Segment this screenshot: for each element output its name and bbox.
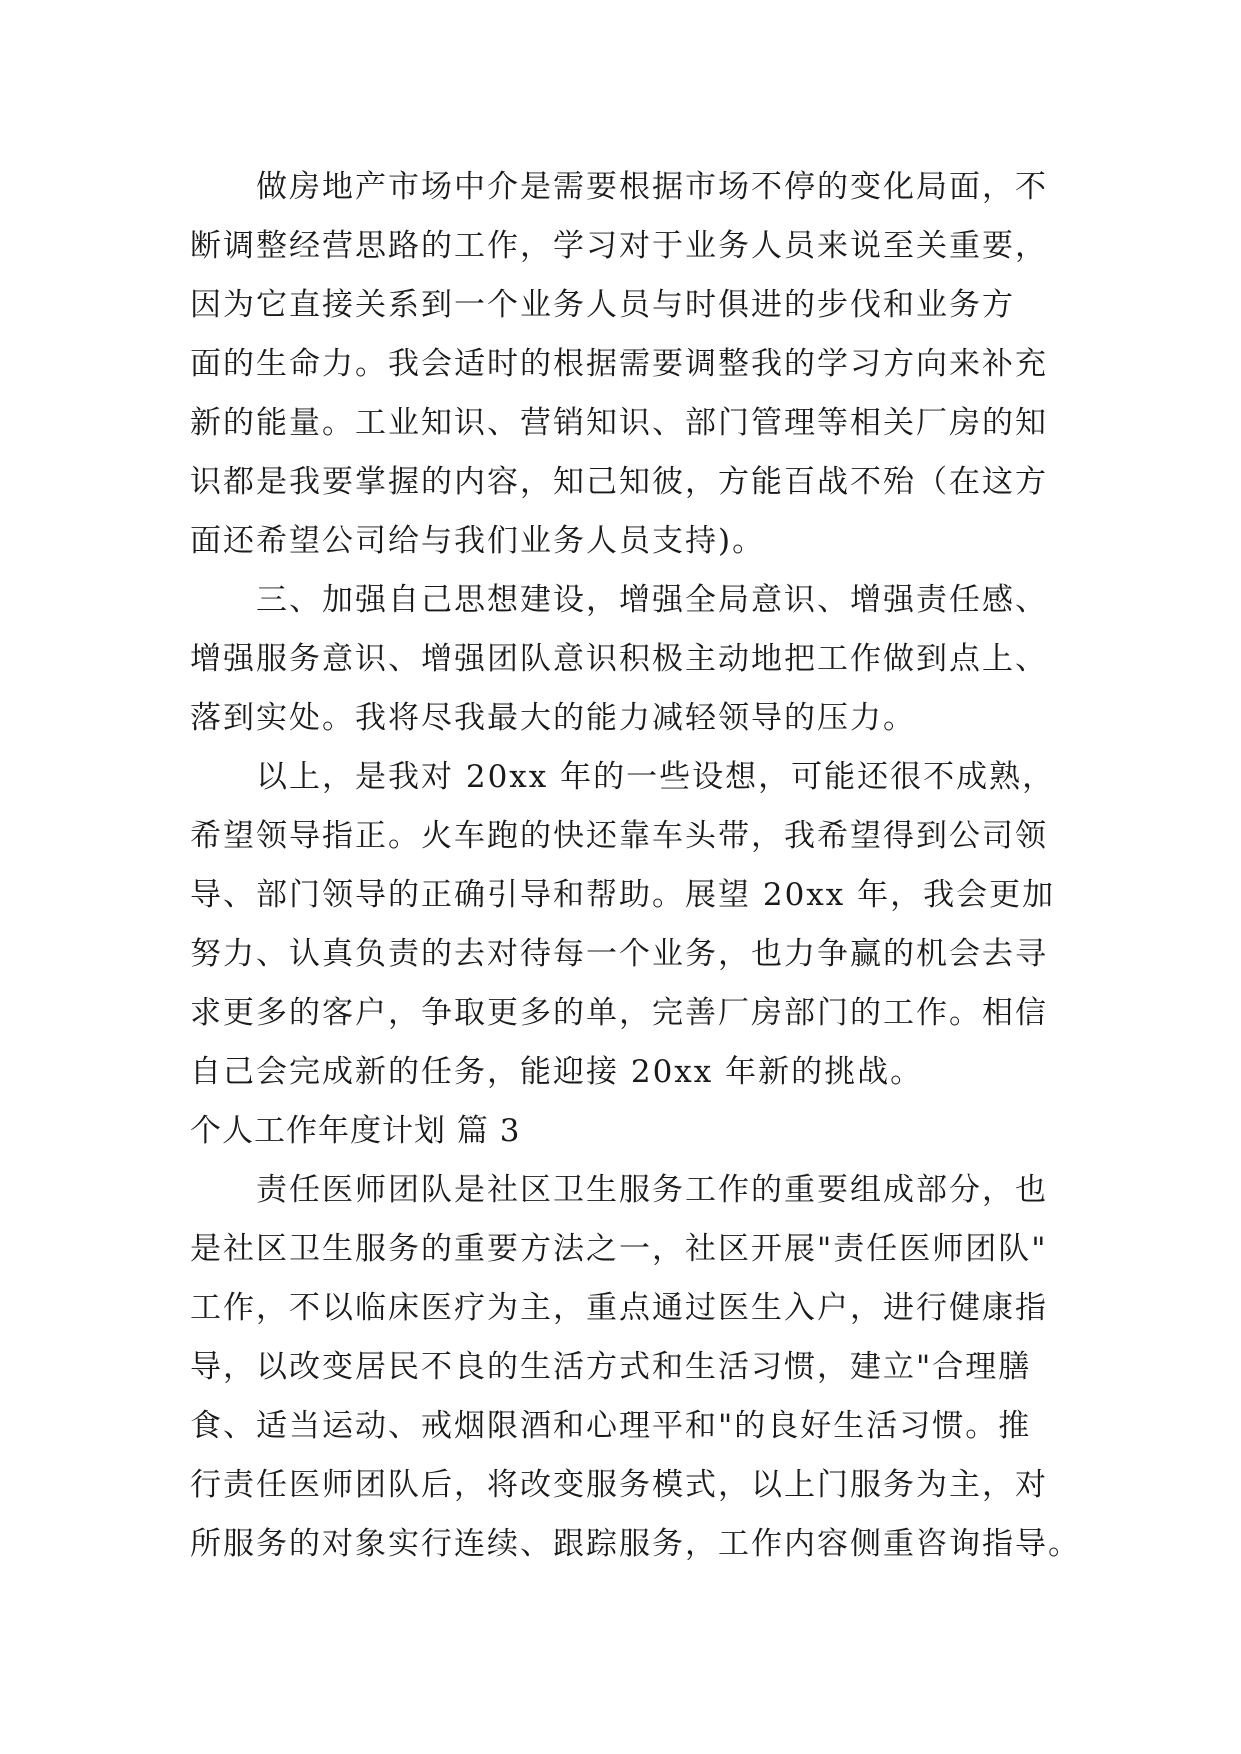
text-line: 导、部门领导的正确引导和帮助。展望 20xx 年，我会更加 xyxy=(190,877,1056,913)
text-line: 行责任医师团队后，将改变服务模式，以上门服务为主，对 xyxy=(190,1467,1048,1503)
text-line: 希望领导指正。火车跑的快还靠车头带，我希望得到公司领 xyxy=(190,818,1048,854)
text-line: 新的能量。工业知识、营销知识、部门管理等相关厂房的知 xyxy=(190,405,1048,441)
text-line: 所服务的对象实行连续、跟踪服务，工作内容侧重咨询指导。 xyxy=(190,1526,1081,1562)
text-line: 面还希望公司给与我们业务人员支持)。 xyxy=(190,523,766,559)
text-line: 断调整经营思路的工作，学习对于业务人员来说至关重要， xyxy=(190,228,1048,264)
text-line: 识都是我要掌握的内容，知己知彼，方能百战不殆（在这方 xyxy=(190,464,1048,500)
text-line: 做房地产市场中介是需要根据市场不停的变化局面，不 xyxy=(190,169,1048,205)
text-line: 导，以改变居民不良的生活方式和生活习惯，建立"合理膳 xyxy=(190,1349,1032,1385)
text-line: 三、加强自己思想建设，增强全局意识、增强责任感、 xyxy=(190,582,1048,618)
section-heading: 个人工作年度计划 篇 3 xyxy=(190,1113,521,1149)
document-body xyxy=(190,158,1081,1574)
text-line: 面的生命力。我会适时的根据需要调整我的学习方向来补充 xyxy=(190,346,1048,382)
text-line: 责任医师团队是社区卫生服务工作的重要组成部分，也 xyxy=(190,1172,1048,1208)
text-line: 以上，是我对 20xx 年的一些设想，可能还很不成熟， xyxy=(190,759,1056,795)
text-line: 努力、认真负责的去对待每一个业务，也力争赢的机会去寻 xyxy=(190,936,1048,972)
text-line: 自己会完成新的任务，能迎接 20xx 年新的挑战。 xyxy=(190,1054,924,1090)
text-line: 工作，不以临床医疗为主，重点通过医生入户，进行健康指 xyxy=(190,1290,1048,1326)
text-line: 增强服务意识、增强团队意识积极主动地把工作做到点上、 xyxy=(190,641,1048,677)
text-line: 求更多的客户，争取更多的单，完善厂房部门的工作。相信 xyxy=(190,995,1048,1031)
text-line: 因为它直接关系到一个业务人员与时俱进的步伐和业务方 xyxy=(190,287,1015,323)
text-line: 是社区卫生服务的重要方法之一，社区开展"责任医师团队" xyxy=(190,1231,1048,1267)
text-line: 食、适当运动、戒烟限酒和心理平和"的良好生活习惯。推 xyxy=(190,1408,1032,1444)
text-line: 落到实处。我将尽我最大的能力减轻领导的压力。 xyxy=(190,700,916,736)
